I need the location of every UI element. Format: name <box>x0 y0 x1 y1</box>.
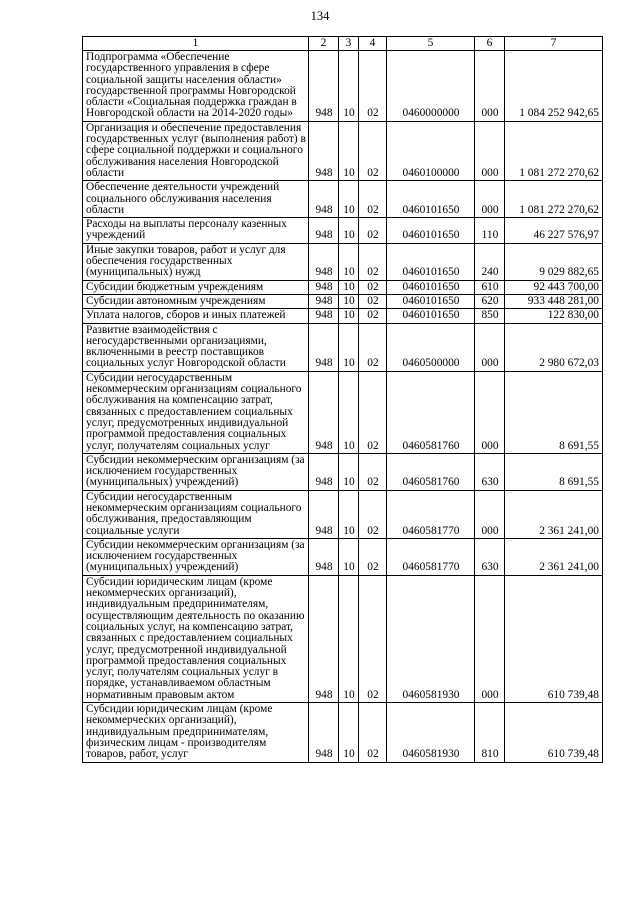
amount-cell: 1 081 272 270,62 <box>505 121 603 180</box>
target-article-code-cell: 0460100000 <box>387 121 475 180</box>
item-name-cell: Субсидии некоммерческим организациям (за исключением государственных (муниципальных) учреждений) <box>83 538 309 575</box>
target-article-code-cell: 0460000000 <box>387 51 475 122</box>
ministry-code-cell: 948 <box>309 371 339 453</box>
amount-cell: 610 739,48 <box>505 575 603 702</box>
table-row <box>83 490 603 538</box>
table-row <box>83 538 603 575</box>
target-article-code-cell: 0460101650 <box>387 280 475 294</box>
ministry-code-cell: 948 <box>309 703 339 762</box>
section-code-cell: 10 <box>339 218 359 244</box>
expense-type-code-cell: 000 <box>475 323 505 371</box>
section-code-cell: 10 <box>339 323 359 371</box>
item-name-cell: Субсидии некоммерческим организациям (за исключением государственных (муниципальных) учреждений) <box>83 453 309 490</box>
amount-cell: 9 029 882,65 <box>505 243 603 280</box>
amount-cell: 46 227 576,97 <box>505 218 603 244</box>
budget-table <box>82 36 603 763</box>
subsection-code-cell: 02 <box>359 323 387 371</box>
table-row <box>83 218 603 244</box>
amount-cell: 2 980 672,03 <box>505 323 603 371</box>
amount-cell: 2 361 241,00 <box>505 538 603 575</box>
ministry-code-cell: 948 <box>309 181 339 218</box>
target-article-code-cell: 0460581770 <box>387 490 475 538</box>
header-cell-1: 1 <box>83 37 309 51</box>
item-name-cell: Развитие взаимодействия с негосударственными организациями, включенными в реестр поставщиков социальных услуг Новгородской области <box>83 323 309 371</box>
header-cell-5: 5 <box>387 37 475 51</box>
table-row <box>83 575 603 702</box>
table-row <box>83 323 603 371</box>
item-name-cell: Субсидии юридическим лицам (кроме некоммерческих организаций), индивидуальным предпринимателям, осуществляющим деятельность по оказанию социальных услуг, на компенсацию затрат, связанных с предоставлением социальных услуг, предусмотренной индивидуальной программой предоставления социальных услуг, получателям социальных услуг в порядке, устанавливаемом областным нормативным правовым актом <box>83 575 309 702</box>
section-code-cell: 10 <box>339 309 359 323</box>
amount-cell: 122 830,00 <box>505 309 603 323</box>
expense-type-code-cell: 000 <box>475 575 505 702</box>
expense-type-code-cell: 000 <box>475 490 505 538</box>
subsection-code-cell: 02 <box>359 309 387 323</box>
section-code-cell: 10 <box>339 280 359 294</box>
section-code-cell: 10 <box>339 453 359 490</box>
item-name-cell: Подпрограмма «Обеспечение государственного управления в сфере социальной защиты населения области» государственной программы Новгородской области «Социальная поддержка граждан в Новгородской области на 2014-2020 годы» <box>83 51 309 122</box>
item-name-cell: Субсидии автономным учреждениям <box>83 294 309 308</box>
target-article-code-cell: 0460101650 <box>387 218 475 244</box>
target-article-code-cell: 0460101650 <box>387 294 475 308</box>
section-code-cell: 10 <box>339 294 359 308</box>
ministry-code-cell: 948 <box>309 309 339 323</box>
page-number: 134 <box>310 9 330 23</box>
expense-type-code-cell: 000 <box>475 121 505 180</box>
item-name-cell: Субсидии бюджетным учреждениям <box>83 280 309 294</box>
ministry-code-cell: 948 <box>309 294 339 308</box>
subsection-code-cell: 02 <box>359 538 387 575</box>
expense-type-code-cell: 000 <box>475 181 505 218</box>
target-article-code-cell: 0460581770 <box>387 538 475 575</box>
amount-cell: 8 691,55 <box>505 371 603 453</box>
ministry-code-cell: 948 <box>309 280 339 294</box>
table-row <box>83 309 603 323</box>
target-article-code-cell: 0460581930 <box>387 575 475 702</box>
section-code-cell: 10 <box>339 538 359 575</box>
item-name-cell: Иные закупки товаров, работ и услуг для обеспечения государственных (муниципальных) нужд <box>83 243 309 280</box>
subsection-code-cell: 02 <box>359 703 387 762</box>
item-name-cell: Уплата налогов, сборов и иных платежей <box>83 309 309 323</box>
expense-type-code-cell: 240 <box>475 243 505 280</box>
ministry-code-cell: 948 <box>309 243 339 280</box>
subsection-code-cell: 02 <box>359 575 387 702</box>
target-article-code-cell: 0460101650 <box>387 181 475 218</box>
expense-type-code-cell: 630 <box>475 453 505 490</box>
table-row <box>83 294 603 308</box>
section-code-cell: 10 <box>339 243 359 280</box>
item-name-cell: Субсидии юридическим лицам (кроме некоммерческих организаций), индивидуальным предпринимателям, физическим лицам - производителям товаров, работ, услуг <box>83 703 309 762</box>
subsection-code-cell: 02 <box>359 371 387 453</box>
target-article-code-cell: 0460101650 <box>387 243 475 280</box>
expense-type-code-cell: 810 <box>475 703 505 762</box>
subsection-code-cell: 02 <box>359 181 387 218</box>
amount-cell: 1 084 252 942,65 <box>505 51 603 122</box>
ministry-code-cell: 948 <box>309 453 339 490</box>
expense-type-code-cell: 630 <box>475 538 505 575</box>
ministry-code-cell: 948 <box>309 575 339 702</box>
section-code-cell: 10 <box>339 121 359 180</box>
table-row <box>83 371 603 453</box>
table-row <box>83 280 603 294</box>
ministry-code-cell: 948 <box>309 121 339 180</box>
subsection-code-cell: 02 <box>359 218 387 244</box>
header-cell-7: 7 <box>505 37 603 51</box>
expense-type-code-cell: 610 <box>475 280 505 294</box>
subsection-code-cell: 02 <box>359 280 387 294</box>
ministry-code-cell: 948 <box>309 51 339 122</box>
amount-cell: 8 691,55 <box>505 453 603 490</box>
target-article-code-cell: 0460581760 <box>387 453 475 490</box>
section-code-cell: 10 <box>339 51 359 122</box>
header-cell-2: 2 <box>309 37 339 51</box>
table-row <box>83 51 603 122</box>
target-article-code-cell: 0460101650 <box>387 309 475 323</box>
header-cell-6: 6 <box>475 37 505 51</box>
item-name-cell: Расходы на выплаты персоналу казенных учреждений <box>83 218 309 244</box>
target-article-code-cell: 0460581760 <box>387 371 475 453</box>
subsection-code-cell: 02 <box>359 51 387 122</box>
item-name-cell: Субсидии негосударственным некоммерческим организациям социального обслуживания на компенсацию затрат, связанных с предоставлением социальных услуг, предусмотренных индивидуальной программой предоставления социальных услуг, получателям социальных услуг <box>83 371 309 453</box>
header-cell-4: 4 <box>359 37 387 51</box>
section-code-cell: 10 <box>339 490 359 538</box>
header-cell-3: 3 <box>339 37 359 51</box>
ministry-code-cell: 948 <box>309 490 339 538</box>
table-row <box>83 453 603 490</box>
subsection-code-cell: 02 <box>359 453 387 490</box>
amount-cell: 1 081 272 270,62 <box>505 181 603 218</box>
item-name-cell: Обеспечение деятельности учреждений социального обслуживания населения области <box>83 181 309 218</box>
expense-type-code-cell: 850 <box>475 309 505 323</box>
expense-type-code-cell: 000 <box>475 371 505 453</box>
expense-type-code-cell: 110 <box>475 218 505 244</box>
subsection-code-cell: 02 <box>359 243 387 280</box>
table-row <box>83 181 603 218</box>
table-header-row <box>83 37 603 51</box>
amount-cell: 92 443 700,00 <box>505 280 603 294</box>
subsection-code-cell: 02 <box>359 294 387 308</box>
item-name-cell: Организация и обеспечение предоставления государственных услуг (выполнения работ) в сфере социальной поддержки и социального обслуживания населения Новгородской области <box>83 121 309 180</box>
ministry-code-cell: 948 <box>309 218 339 244</box>
expense-type-code-cell: 620 <box>475 294 505 308</box>
section-code-cell: 10 <box>339 703 359 762</box>
expense-type-code-cell: 000 <box>475 51 505 122</box>
table-row <box>83 121 603 180</box>
item-name-cell: Субсидии негосударственным некоммерческим организациям социального обслуживания, предоставляющим социальные услуги <box>83 490 309 538</box>
target-article-code-cell: 0460500000 <box>387 323 475 371</box>
subsection-code-cell: 02 <box>359 490 387 538</box>
amount-cell: 2 361 241,00 <box>505 490 603 538</box>
section-code-cell: 10 <box>339 575 359 702</box>
table-row <box>83 243 603 280</box>
section-code-cell: 10 <box>339 371 359 453</box>
ministry-code-cell: 948 <box>309 323 339 371</box>
amount-cell: 610 739,48 <box>505 703 603 762</box>
target-article-code-cell: 0460581930 <box>387 703 475 762</box>
section-code-cell: 10 <box>339 181 359 218</box>
subsection-code-cell: 02 <box>359 121 387 180</box>
amount-cell: 933 448 281,00 <box>505 294 603 308</box>
ministry-code-cell: 948 <box>309 538 339 575</box>
table-row <box>83 703 603 762</box>
